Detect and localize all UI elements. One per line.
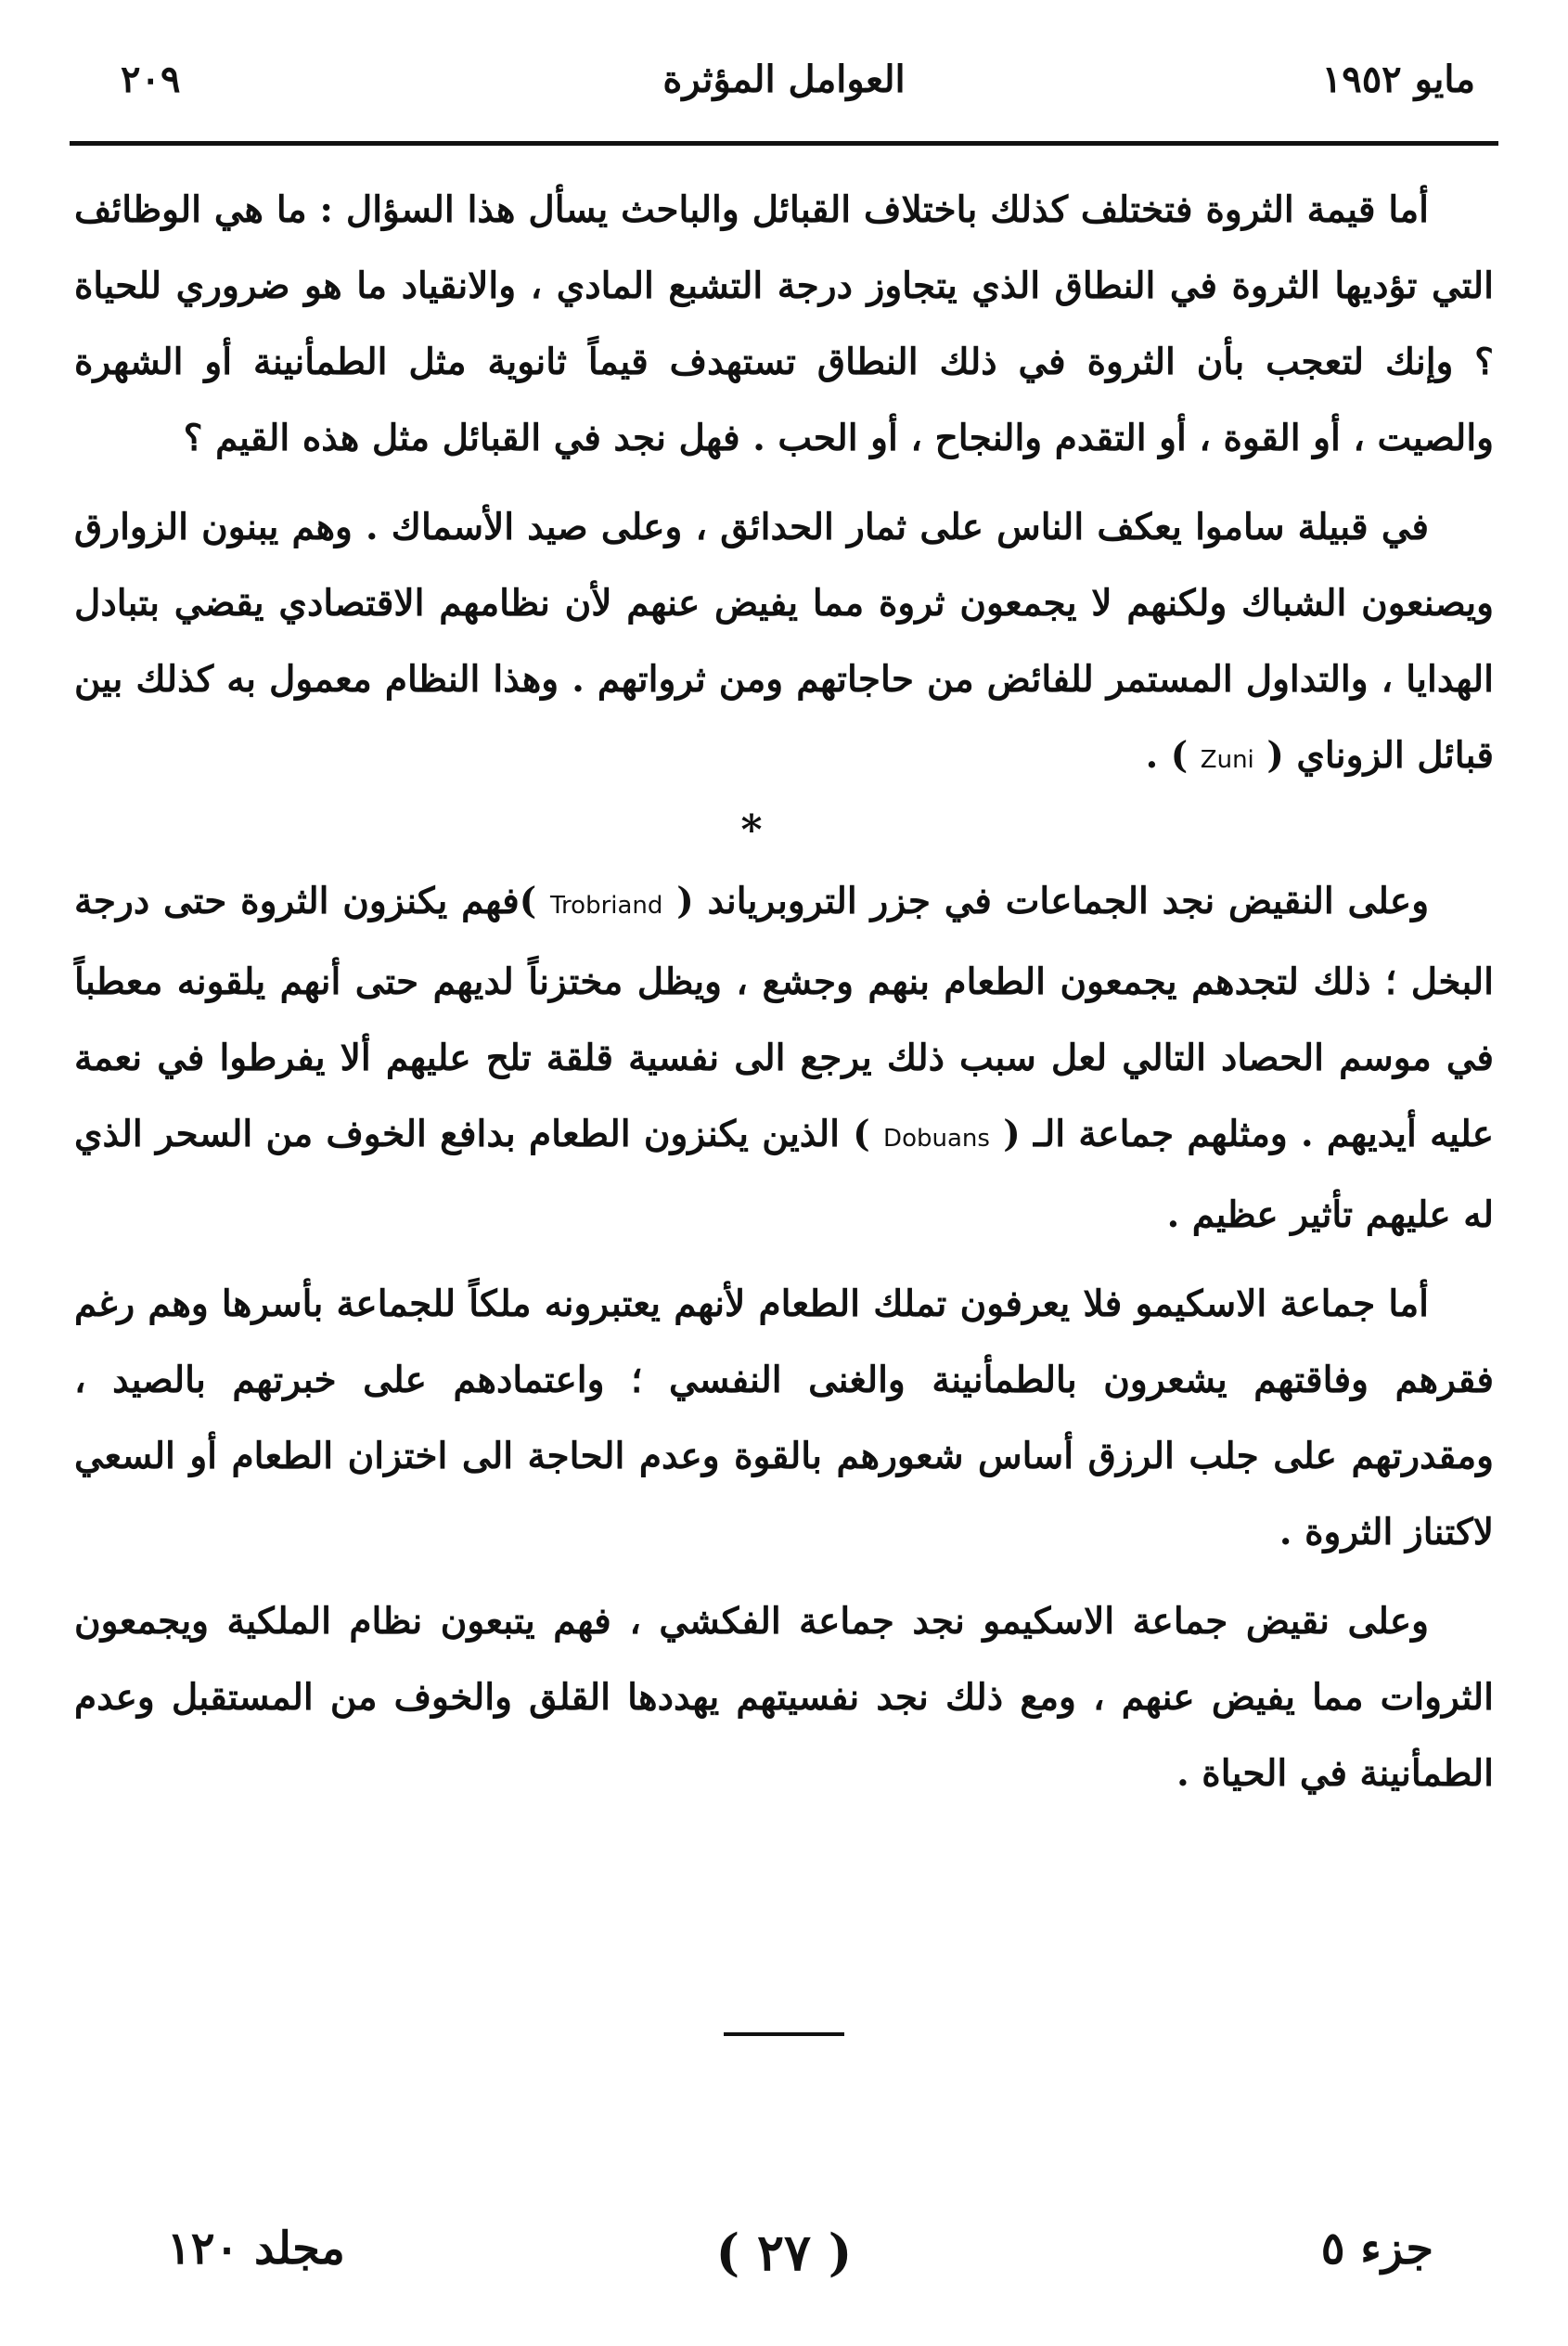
term-zuni: Zuni	[1200, 746, 1254, 774]
paragraph-wealth-value: أما قيمة الثروة فتختلف كذلك باختلاف القبائل والباحث يسأل هذا السؤال : ما هي الوظائف التي تؤديها الثروة في النطاق الذي يتجاوز درجة التشبع المادي ، والانقياد ما هو ضروري للحياة ؟ وإنك لتعجب بأن الثروة في ذلك النطاق تستهدف قيماً ثانوية مثل الطمأنينة أو الشهرة والصيت ، أو القوة ، أو التقدم والنجاح ، أو الحب . فهل نجد في القبائل مثل هذه القيم ؟	[74, 188, 1494, 459]
term-dobuans: Dobuans	[883, 1125, 990, 1153]
term-trobriand: Trobriand	[550, 892, 663, 920]
paragraph-fiji: وعلى نقيض جماعة الاسكيمو نجد جماعة الفكشي ، فهم يتبعون نظام الملكية ويجمعون الثروات مما يفيض عنهم ، ومع ذلك نجد نفسيتهم يهددها القلق والخوف من المستقبل وعدم الطمأنينة في الحياة .	[74, 1600, 1494, 1795]
page-footer	[65, 2223, 1503, 2297]
footer-volume: مجلد ١٢٠	[167, 2223, 345, 2275]
paragraph-trobriand-end: ) الذين يكنزون الطعام بدافع الخوف من السحر الذي له عليهم تأثير عظيم .	[74, 1113, 1494, 1236]
paragraph-trobriand-middle: )فهم يكنزون الثروة حتى درجة البخل ؛ ذلك لتجدهم يجمعون الطعام بنهم وجشع ، ويظل مختزناً لديهم حتى أنهم يلقونه معطباً في موسم الحصاد التالي لعل سبب ذلك يرجع الى نفسية قلقة تلح عليهم ألا يفرطوا في نعمة عليه أيديهم . ومثلهم جماعة الـ (	[74, 880, 1494, 1155]
article-title: العوامل المؤثرة	[662, 58, 906, 101]
page-number: ٢٠٩	[121, 58, 181, 101]
paragraph-samoa	[74, 489, 1494, 798]
paragraph-eskimo: أما جماعة الاسكيمو فلا يعرفون تملك الطعام لأنهم يعتبرونه ملكاً للجماعة بأسرها وهم رغم فقرهم وفاقتهم يشعرون بالطمأنينة والغنى النفسي ؛ واعتمادهم على خبرتهم بالصيد ، ومقدرتهم على جلب الرزق أساس شعورهم بالقوة وعدم الحاجة الى اختزان الطعام أو السعي لاكتناز الثروة .	[74, 1283, 1494, 1553]
issue-date: مايو ١٩٥٢	[1321, 58, 1475, 101]
paragraph-trobriand-text: وعلى النقيض نجد الجماعات في جزر التروبرياند (	[676, 880, 1430, 922]
end-rule	[724, 2032, 844, 2036]
running-head	[65, 48, 1503, 122]
header-rule	[70, 141, 1498, 146]
footer-part: جزء ٥	[1320, 2223, 1433, 2275]
paragraph-samoa-end: ) .	[1145, 734, 1189, 777]
footer-page-code: ( ٢٧ )	[715, 2223, 853, 2282]
paragraph-trobriand	[74, 863, 1494, 1253]
article-body	[74, 172, 1494, 1811]
section-separator: *	[740, 806, 763, 854]
paragraph-samoa-text: في قبيلة ساموا يعكف الناس على ثمار الحدائق ، وعلى صيد الأسماك . وهم يبنون الزوارق ويصنعون الشباك ولكنهم لا يجمعون ثروة مما يفيض عنهم لأن نظامهم الاقتصادي يقضي بتبادل الهدايا ، والتداول المستمر للفائض من حاجاتهم ومن ثرواتهم . وهذا النظام معمول به كذلك بين قبائل الزوناي (	[74, 506, 1494, 777]
